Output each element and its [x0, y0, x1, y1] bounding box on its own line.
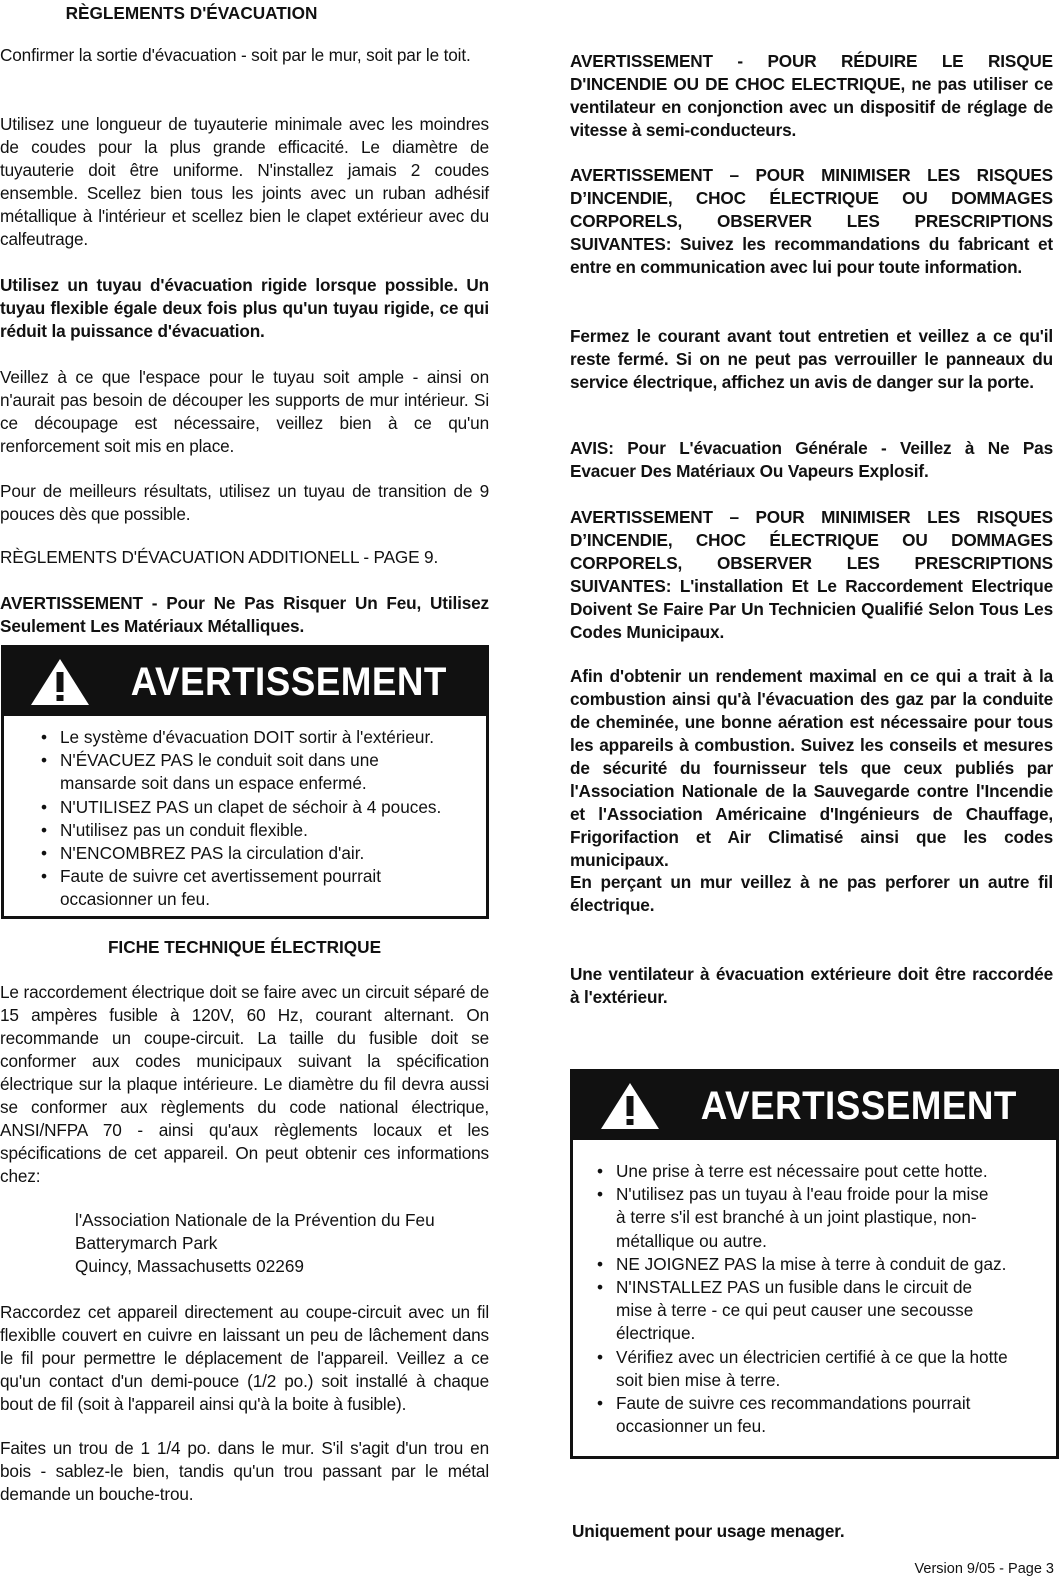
bullet-icon: • [41, 819, 48, 840]
bullet-icon: • [597, 1184, 604, 1205]
paragraph-speed-control-warning: AVERTISSEMENT - POUR RÉDUIRE LE RISQUE D'INCENDIE OU DE CHOC ELECTRIQUE, ne pas utiliser ce ventilateur en conjonction avec un dispositif de réglage de vitesse à semi-conducteurs. [570, 51, 1053, 140]
paragraph-rigid-duct: Utilisez un tuyau d'évacuation rigide lorsque possible. Un tuyau flexible égale deux fois plus qu'un tuyau rigide, ce qui réduit la puissance d'évacuation. [0, 275, 489, 341]
list-item: • Faute de suivre ces recommandations pourrait occasionner un feu. [597, 1393, 971, 1437]
warning-title: AVERTISSEMENT [700, 1083, 1017, 1128]
paragraph-power-off: Fermez le courant avant tout entretien et veillez a ce qu'il reste fermé. Si on ne peut pas verrouiller le panneaux du service électrique, affichez un avis de danger sur la porte. [570, 326, 1053, 392]
bullet-icon: • [41, 843, 48, 864]
household-use-note: Uniquement pour usage menager. [572, 1521, 845, 1541]
bullet-icon: • [597, 1393, 604, 1414]
bullet-icon: • [597, 1346, 604, 1367]
address-block [75, 1209, 495, 1278]
evacuation-heading: RÈGLEMENTS D'ÉVACUATION [65, 3, 318, 23]
bullet-icon: • [597, 1277, 604, 1298]
page-footer: Version 9/05 - Page 3 [914, 1561, 1054, 1577]
warning-box-evacuation [1, 645, 489, 919]
paragraph-exterior: Une ventilateur à évacuation extérieure doit être raccordée à l'extérieur. [570, 964, 1053, 1007]
warning-title: AVERTISSEMENT [130, 659, 448, 704]
paragraph-ducting: Utilisez une longueur de tuyauterie minimale avec les moindres de coudes pour la plus grande efficacité. Le diamètre de tuyauterie doit être uniforme. N'installez jamais 2 coudes ensemble. Scellez bien tous les joints avec un ruban adhésif métallique à l'intérieur et scellez bien le clapet extérieur avec du calfeutrage. [0, 114, 489, 249]
list-item: • N'INSTALLEZ PAS un fusible dans le circuit de mise à terre - ce qui peut causer une secousse électrique. [597, 1277, 974, 1344]
list-item: • Vérifiez avec un électricien certifié à ce que la hotte soit bien mise à terre. [597, 1346, 1008, 1390]
list-item: • N'UTILISEZ PAS un clapet de séchoir à 4 pouces. [41, 796, 481, 819]
paragraph-wiring: Raccordez cet appareil directement au coupe-circuit avec un fil flexiblle couvert en cuivre en laissant un peu de lâchement dans le fil pour permettre le déplacement de l'appareil. Veillez a ce qu'un contact d'un demi-pouce (1/2 po.) soit installé à chaque bout de fil (soit à l'appareil ainsi qu'à la boite à fusible). [0, 1302, 489, 1414]
paragraph-manufacturer-warning: AVERTISSEMENT – POUR MINIMISER LES RISQUES D’INCENDIE, CHOC ÉLECTRIQUE OU DOMMAGES CORPORELS, OBSERVER LES PRESCRIPTIONS SUIVANTES: Suivez les recommandations du fabricant et entre en communication avec lui pour toute information. [570, 165, 1053, 277]
address-line: Quincy, Massachusetts 02269 [75, 1256, 304, 1276]
paragraph-drilling: En perçant un mur veillez à ne pas perforer un autre fil électrique. [570, 872, 1053, 915]
warning-triangle-icon [29, 657, 91, 707]
list-item: • NE JOIGNEZ PAS la mise à terre à conduit de gaz. [597, 1253, 1052, 1276]
paragraph-notice: AVIS: Pour L'évacuation Générale - Veillez à Ne Pas Evacuer Des Matériaux Ou Vapeurs Explosif. [570, 438, 1053, 481]
warning-header [4, 648, 486, 716]
electrical-heading: FICHE TECHNIQUE ÉLECTRIQUE [107, 937, 382, 957]
paragraph-combustion: Afin d'obtenir un rendement maximal en ce qui a trait à la combustion ainsi qu'à l'évacuation des gaz par la conduite de cheminée, une bonne aération est nécessaire pour tous les appareils à combustion. Suivez les conseils et mesures de sécurité du fournisseur tels que ceux publiés par l'Association Nationale de la Sauvegarde contre l'Incendie et l'Association Américaine d'Ingénieurs de Chauffage, Frigorifaction et Air Climatisé ainsi que les codes municipaux. [570, 666, 1053, 870]
paragraph-hole: Faites un trou de 1 1/4 po. dans le mur. S'il s'agit d'un trou en bois - sablez-le bien, tandis qu'un trou passant par le métal demande un bouche-trou. [0, 1438, 489, 1504]
paragraph-space: Veillez à ce que l'espace pour le tuyau soit ample - ainsi on n'aurait pas besoin de découper les supports de mur intérieur. Si ce découpage est nécessaire, veillez bien à ce qu'un renforcement soit mis en place. [0, 367, 489, 456]
paragraph-outlet: Confirmer la sortie d'évacuation - soit par le mur, soit par le toit. [0, 45, 471, 65]
bullet-icon: • [597, 1253, 604, 1274]
bullet-icon: • [41, 796, 48, 817]
list-item: • N'utilisez pas un tuyau à l'eau froide pour la mise à terre s'il est branché à un joint plastique, non- métallique ou autre. [597, 1184, 989, 1251]
warning-header [573, 1072, 1056, 1140]
paragraph-additional: RÈGLEMENTS D'ÉVACUATION ADDITIONELL - PAGE 9. [0, 547, 439, 567]
list-item: • Le système d'évacuation DOIT sortir à l'extérieur. [41, 726, 481, 749]
bullet-icon: • [597, 1161, 604, 1181]
warning-list [41, 726, 481, 912]
paragraph-transition: Pour de meilleurs résultats, utilisez un tuyau de transition de 9 pouces dès que possible. [0, 481, 489, 524]
warning-triangle-icon [599, 1081, 661, 1131]
bullet-icon: • [41, 727, 48, 747]
list-item: • N'utilisez pas un conduit flexible. [41, 819, 481, 842]
bullet-icon: • [41, 866, 48, 887]
paragraph-electrical: Le raccordement électrique doit se faire avec un circuit séparé de 15 ampères fusible à 120V, 60 Hz, courant alternant. On recommande un coupe-circuit. La taille du fusible doit se conformer aux codes municipaux suivant la spécification électrique sur la plaque intérieure. Le diamètre du fil devra aussi se conformer aux règlements du code national électrique, ANSI/NFPA 70 - ainsi qu'aux règlements locaux et les spécifications de cet appareil. On peut obtenir ces informations chez: [0, 982, 489, 1186]
list-item: • N'ENCOMBREZ PAS la circulation d'air. [41, 842, 481, 865]
bullet-icon: • [41, 750, 48, 771]
list-item: • Une prise à terre est nécessaire pout cette hotte. [597, 1160, 1052, 1183]
list-item: • Faute de suivre cet avertissement pourrait occasionner un feu. [41, 866, 381, 910]
paragraph-metal-warning: AVERTISSEMENT - Pour Ne Pas Risquer Un Feu, Utilisez Seulement Les Matériaux Métalliques. [0, 593, 489, 636]
warning-box-grounding [570, 1069, 1059, 1459]
list-item: • N'ÉVACUEZ PAS le conduit soit dans une mansarde soit dans un espace enfermé. [41, 750, 379, 794]
paragraph-installation-warning: AVERTISSEMENT – POUR MINIMISER LES RISQUES D’INCENDIE, CHOC ÉLECTRIQUE OU DOMMAGES CORPORELS, OBSERVER LES PRESCRIPTIONS SUIVANTES: L'installation Et Le Raccordement Electrique Doivent Se Faire Par Un Technicien Qualifié Selon Tous Les Codes Municipaux. [570, 507, 1053, 642]
address-line: Batterymarch Park [75, 1233, 218, 1253]
address-line: l'Association Nationale de la Prévention du Feu [75, 1210, 435, 1230]
warning-list [597, 1160, 1052, 1438]
